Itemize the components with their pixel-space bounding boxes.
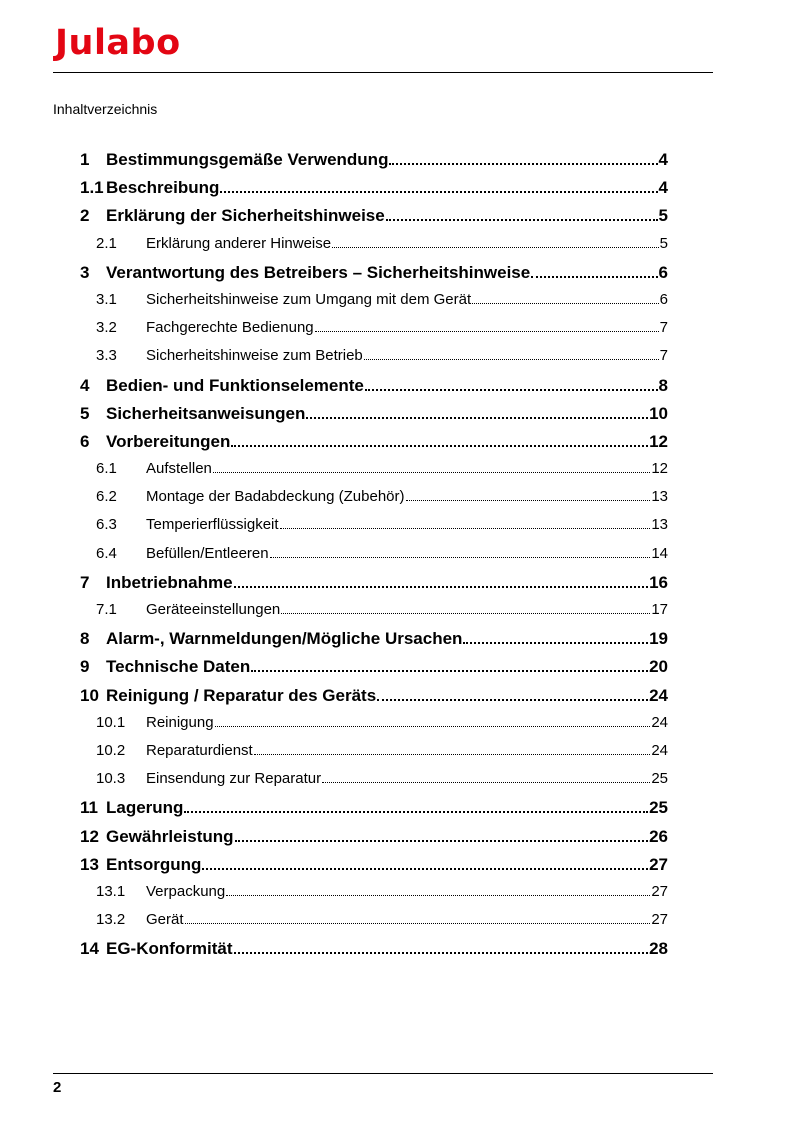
toc-entry-number: 13.1 <box>96 882 126 900</box>
toc-dot-leader <box>306 417 648 419</box>
toc-entry[interactable] <box>80 573 668 601</box>
toc-entry-number: 2.1 <box>96 234 117 252</box>
toc-entry[interactable] <box>80 516 668 544</box>
toc-entry-page: 16 <box>649 572 668 592</box>
toc-entry-title: Bedien- und Funktionselemente <box>106 375 364 395</box>
toc-dot-leader <box>231 445 648 447</box>
toc-entry-page: 24 <box>651 741 668 759</box>
toc-entry-page: 25 <box>651 770 668 788</box>
toc-entry-page: 27 <box>651 911 668 929</box>
toc-entry-title: Verantwortung des Betreibers – Sicherheitshinweise <box>106 262 531 282</box>
julabo-logo: Julabo <box>55 23 181 63</box>
toc-entry-number: 3.3 <box>96 347 117 365</box>
toc-dot-leader <box>377 699 648 701</box>
toc-entry[interactable] <box>80 714 668 742</box>
toc-entry[interactable] <box>80 235 668 263</box>
toc-entry-number: 11 <box>80 798 98 818</box>
toc-dot-leader <box>364 359 659 360</box>
toc-entry-page: 20 <box>649 657 668 677</box>
toc-entry[interactable] <box>80 855 668 883</box>
toc-entry[interactable] <box>80 460 668 488</box>
toc-dot-leader <box>386 219 658 221</box>
toc-entry[interactable] <box>80 798 668 826</box>
toc-entry-page: 4 <box>658 178 668 198</box>
toc-entry[interactable] <box>80 827 668 855</box>
toc-entry-number: 14 <box>80 939 99 959</box>
toc-entry-title: Gerät <box>146 911 184 929</box>
toc-dot-leader <box>322 782 650 783</box>
toc-entry-number: 5 <box>80 403 90 423</box>
toc-dot-leader <box>251 670 648 672</box>
toc-dot-leader <box>213 472 650 473</box>
toc-entry-page: 4 <box>658 150 668 169</box>
toc-entry[interactable] <box>80 263 668 291</box>
toc-entry-title: Temperierflüssigkeit <box>146 516 279 534</box>
toc-dot-leader <box>215 726 651 727</box>
toc-entry-number: 9 <box>80 657 90 677</box>
toc-dot-leader <box>234 586 648 588</box>
toc-entry-number: 1.1 <box>80 178 104 198</box>
header-rule <box>53 72 713 73</box>
toc-entry-title: Erklärung der Sicherheitshinweise <box>106 206 385 226</box>
toc-dot-leader <box>332 247 659 248</box>
toc-entry-page: 13 <box>651 488 668 506</box>
toc-entry-number: 3.1 <box>96 290 117 308</box>
toc-entry-title: Technische Daten <box>106 657 251 677</box>
toc-entry-page: 26 <box>649 826 668 846</box>
toc-entry-title: Lagerung <box>106 798 184 818</box>
toc-dot-leader <box>254 754 651 755</box>
toc-entry-page: 6 <box>659 290 668 308</box>
toc-dot-leader <box>234 952 649 954</box>
toc-entry-number: 1 <box>80 150 90 169</box>
toc-entry[interactable] <box>80 178 668 206</box>
toc-entry[interactable] <box>80 601 668 629</box>
toc-entry-page: 5 <box>658 206 668 226</box>
toc-dot-leader <box>531 276 657 278</box>
toc-entry-title: Vorbereitungen <box>106 431 231 451</box>
toc-dot-leader <box>472 303 659 304</box>
toc-entry[interactable] <box>80 432 668 460</box>
toc-entry[interactable] <box>80 404 668 432</box>
page-number: 2 <box>53 1079 62 1096</box>
toc-entry-number: 4 <box>80 375 90 395</box>
toc-entry-page: 5 <box>659 234 668 252</box>
toc-dot-leader <box>220 191 657 193</box>
toc-entry-title: Sicherheitshinweise zum Betrieb <box>146 347 363 365</box>
toc-entry-title: Verpackung <box>146 882 226 900</box>
toc-entry-page: 14 <box>651 544 668 562</box>
toc-entry-number: 3.2 <box>96 319 117 337</box>
toc-entry-number: 6 <box>80 431 90 451</box>
toc-entry-title: Befüllen/Entleeren <box>146 544 269 562</box>
toc-dot-leader <box>406 500 651 501</box>
toc-entry[interactable] <box>80 686 668 714</box>
toc-dot-leader <box>202 868 648 870</box>
toc-entry-page: 7 <box>659 347 668 365</box>
toc-entry[interactable] <box>80 376 668 404</box>
toc-entry-title: Erklärung anderer Hinweise <box>146 234 332 252</box>
toc-entry-number: 13 <box>80 854 99 874</box>
toc-entry-title: Reparaturdienst <box>146 741 253 759</box>
toc-entry-number: 6.1 <box>96 460 117 478</box>
table-of-contents <box>80 150 668 967</box>
toc-dot-leader <box>389 163 657 165</box>
footer-rule <box>53 1073 713 1074</box>
toc-entry-title: Reinigung <box>146 713 214 731</box>
toc-entry-page: 12 <box>651 460 668 478</box>
toc-dot-leader <box>315 331 659 332</box>
toc-entry-number: 8 <box>80 629 90 649</box>
toc-entry-page: 10 <box>649 403 668 423</box>
toc-entry-number: 2 <box>80 206 90 226</box>
toc-entry-title: Sicherheitshinweise zum Umgang mit dem Gerät <box>146 290 472 308</box>
toc-entry-title: Geräteeinstellungen <box>146 601 281 618</box>
toc-dot-leader <box>184 811 648 813</box>
toc-entry[interactable] <box>80 911 668 939</box>
toc-entry[interactable] <box>80 206 668 234</box>
toc-entry[interactable] <box>80 347 668 375</box>
toc-entry-title: Reinigung / Reparatur des Geräts <box>106 685 377 705</box>
toc-entry-page: 24 <box>649 685 668 705</box>
toc-dot-leader <box>185 923 651 924</box>
toc-entry-number: 12 <box>80 826 99 846</box>
toc-entry-page: 25 <box>649 798 668 818</box>
toc-entry[interactable] <box>80 657 668 685</box>
toc-entry-page: 12 <box>649 431 668 451</box>
toc-entry-page: 24 <box>651 713 668 731</box>
toc-entry-title: Fachgerechte Bedienung <box>146 319 314 337</box>
toc-entry[interactable] <box>80 291 668 319</box>
toc-entry-number: 10.2 <box>96 741 126 759</box>
toc-entry-title: Gewährleistung <box>106 826 234 846</box>
toc-entry[interactable] <box>80 742 668 770</box>
toc-entry[interactable] <box>80 883 668 911</box>
section-title: Inhaltverzeichnis <box>53 101 158 117</box>
toc-entry-page: 19 <box>649 629 668 649</box>
toc-entry-page: 17 <box>651 601 668 618</box>
toc-dot-leader <box>235 840 649 842</box>
toc-dot-leader <box>463 642 648 644</box>
toc-entry-page: 13 <box>651 516 668 534</box>
toc-entry[interactable] <box>80 629 668 657</box>
toc-entry[interactable] <box>80 939 668 967</box>
toc-entry-title: EG-Konformität <box>106 939 233 959</box>
toc-entry-title: Bestimmungsgemäße Verwendung <box>106 150 389 169</box>
toc-entry-number: 10.3 <box>96 770 126 788</box>
toc-dot-leader <box>281 613 650 614</box>
toc-entry-title: Einsendung zur Reparatur <box>146 770 322 788</box>
toc-entry-page: 8 <box>658 375 668 395</box>
toc-dot-leader <box>280 528 651 529</box>
toc-entry[interactable] <box>80 770 668 798</box>
toc-entry-title: Aufstellen <box>146 460 212 478</box>
toc-entry-number: 6.2 <box>96 488 117 506</box>
toc-entry-page: 6 <box>658 262 668 282</box>
toc-entry-number: 13.2 <box>96 911 126 929</box>
toc-entry[interactable] <box>80 545 668 573</box>
toc-entry-number: 6.3 <box>96 516 117 534</box>
toc-entry-number: 6.4 <box>96 544 117 562</box>
toc-entry-number: 10.1 <box>96 713 126 731</box>
toc-dot-leader <box>365 389 658 391</box>
toc-entry-number: 7 <box>80 572 90 592</box>
toc-entry-number: 10 <box>80 685 99 705</box>
toc-entry-number: 3 <box>80 262 90 282</box>
toc-entry-title: Inbetriebnahme <box>106 572 233 592</box>
toc-entry[interactable] <box>80 488 668 516</box>
toc-entry-number: 7.1 <box>96 601 117 618</box>
toc-entry-title: Montage der Badabdeckung (Zubehör) <box>146 488 405 506</box>
toc-dot-leader <box>226 895 650 896</box>
toc-entry-title: Sicherheitsanweisungen <box>106 403 306 423</box>
toc-entry-title: Entsorgung <box>106 854 202 874</box>
toc-dot-leader <box>270 557 651 558</box>
toc-entry-title: Alarm-, Warnmeldungen/Mögliche Ursachen <box>106 629 463 649</box>
toc-entry[interactable] <box>80 150 668 178</box>
toc-entry-page: 27 <box>649 854 668 874</box>
toc-entry-page: 28 <box>649 939 668 959</box>
toc-entry-page: 7 <box>659 319 668 337</box>
toc-entry-title: Beschreibung <box>106 178 220 198</box>
toc-entry[interactable] <box>80 319 668 347</box>
toc-entry-page: 27 <box>651 882 668 900</box>
